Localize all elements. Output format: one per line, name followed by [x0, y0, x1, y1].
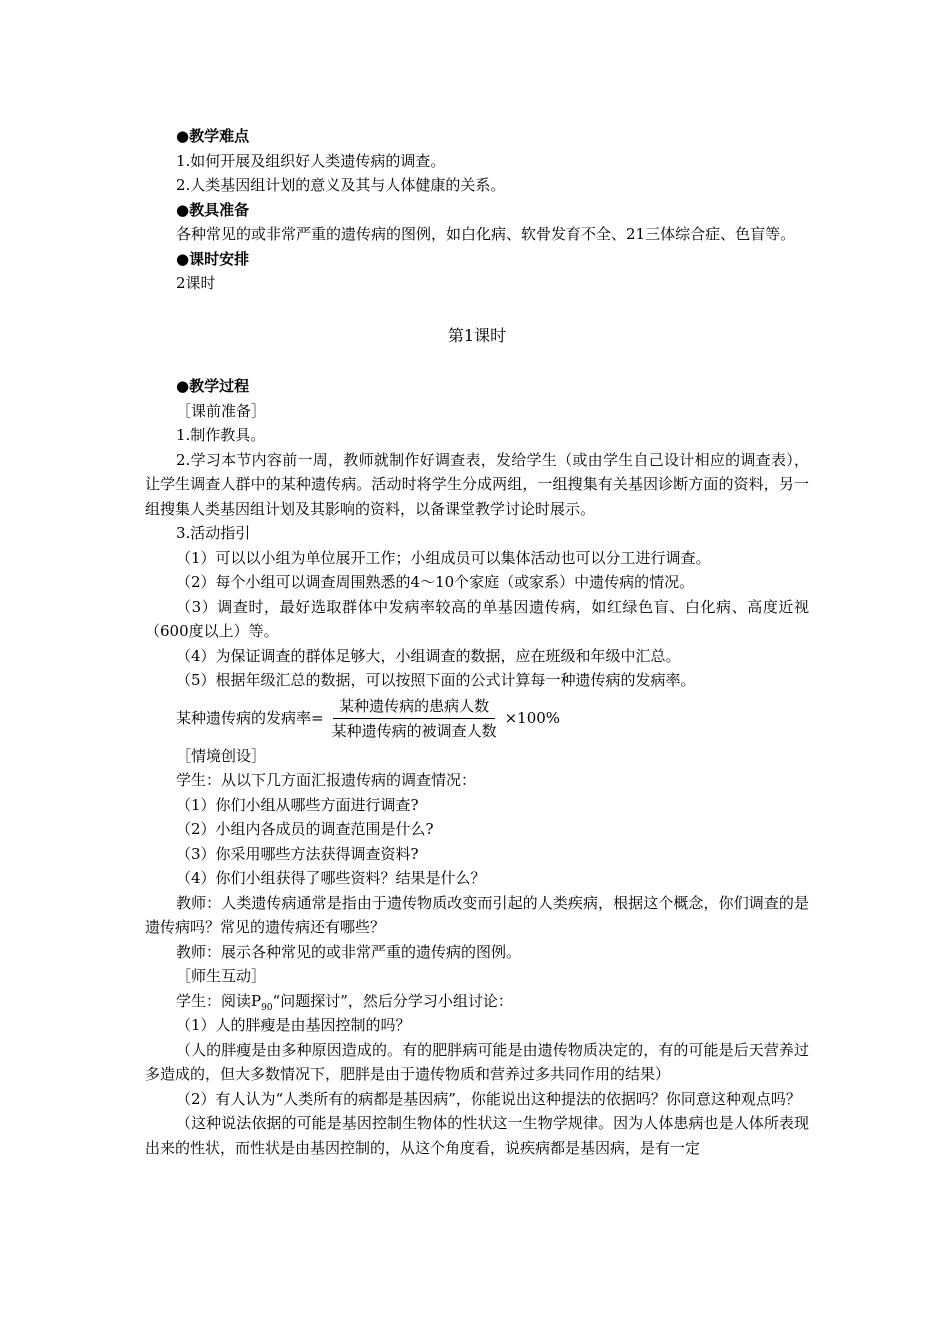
scene-item-3: （3）你采用哪些方法获得调查资料?	[176, 844, 419, 863]
document-page	[145, 124, 809, 1160]
scene-heading: ［情境创设］	[176, 746, 267, 765]
question-1: （1）人的胖瘦是由基因控制的吗？	[176, 1016, 411, 1034]
scene-item-4: （4）你们小组获得了哪些资料？结果是什么？	[176, 869, 486, 887]
scene-intro: 学生：从以下几方面汇报遗传病的调查情况：	[176, 771, 477, 789]
lesson-title: 第1课时	[447, 325, 507, 345]
teacher-paragraph-2: 教师：展示各种常见的或非常严重的遗传病的图例。	[176, 942, 522, 961]
guide-item-3: （3）调查时，最好选取群体中发病率较高的单基因遗传病，如红绿色盲、白化病、高度近视（600度以上）等。	[145, 597, 809, 640]
interaction-intro-before: 学生：阅读P	[176, 991, 262, 1010]
formula-label: 某种遗传病的发病率=	[176, 708, 324, 727]
difficulty-item-1: 1.如何开展及组织好人类遗传病的调查。	[176, 151, 446, 170]
question-2: （2）有人认为“人类所有的病都是基因病”，你能说出这种提法的依据吗？你同意这种观点吗？	[176, 1089, 801, 1108]
prep-item-2: 2.学习本节内容前一周，教师就制作好调查表，发给学生（或由学生自己设计相应的调查表），让学生调查人群中的某种遗传病。活动时将学生分成两组，一组搜集有关基因诊断方面的资料，另一组搜集人类基因组计划及其影响的资料，以备课堂教学讨论时展示。	[145, 450, 809, 518]
teacher-paragraph-1: 教师：人类遗传病通常是指由于遗传物质改变而引起的人类疾病，根据这个概念，你们调查的是遗传病吗？常见的遗传病还有哪些？	[145, 893, 809, 936]
interaction-intro-after: “问题探讨”，然后分学习小组讨论：	[272, 991, 513, 1010]
answer-2: （这种说法依据的可能是基因控制生物体的性状这一生物学规律。因为人体患病也是人体所表现出来的性状，而性状是由基因控制的，从这个角度看，说疾病都是基因病，是有一定	[145, 1114, 809, 1157]
interaction-heading: ［师生互动］	[176, 967, 267, 985]
guide-item-5: （5）根据年级汇总的数据，可以按照下面的公式计算每一种遗传病的发病率。	[176, 671, 696, 689]
interaction-intro	[145, 989, 809, 1014]
prep-heading: ［课前准备］	[176, 401, 267, 420]
guide-item-1: （1）可以以小组为单位展开工作；小组成员可以集体活动也可以分工进行调查。	[176, 548, 711, 567]
formula-suffix: ×100%	[504, 708, 561, 727]
prep-item-3: 3.活动指引	[176, 524, 251, 542]
schedule-text: 2课时	[176, 274, 216, 292]
incidence-formula	[176, 695, 809, 742]
formula-denominator: 某种遗传病的被调查人数	[331, 721, 497, 740]
difficulty-item-2: 2.人类基因组计划的意义及其与人体健康的关系。	[176, 176, 506, 194]
formula-numerator: 某种遗传病的患病人数	[333, 695, 495, 719]
scene-item-1: （1）你们小组从哪些方面进行调查?	[176, 795, 419, 814]
guide-item-2: （2）每个小组可以调查周围熟悉的4～10个家庭（或家系）中遗传病的情况。	[176, 573, 695, 591]
process-heading: ●教学过程	[176, 377, 250, 395]
tools-heading: ●教具准备	[176, 200, 250, 219]
schedule-heading: ●课时安排	[176, 249, 250, 268]
answer-1: （人的胖瘦是由多种原因造成的。有的肥胖病可能是由遗传物质决定的，有的可能是后天营养过多造成的，但大多数情况下，肥胖是由于遗传物质和营养过多共同作用的结果）	[145, 1040, 809, 1083]
difficulty-heading: ●教学难点	[176, 127, 250, 145]
tools-text: 各种常见的或非常严重的遗传病的图例，如白化病、软骨发育不全、21三体综合症、色盲等。	[176, 225, 796, 243]
guide-item-4: （4）为保证调查的群体足够大，小组调查的数据，应在班级和年级中汇总。	[176, 646, 681, 665]
formula-fraction	[326, 695, 503, 742]
prep-item-1: 1.制作教具。	[176, 426, 266, 444]
scene-item-2: （2）小组内各成员的调查范围是什么?	[176, 820, 434, 838]
page-subscript: 90	[261, 1002, 273, 1013]
